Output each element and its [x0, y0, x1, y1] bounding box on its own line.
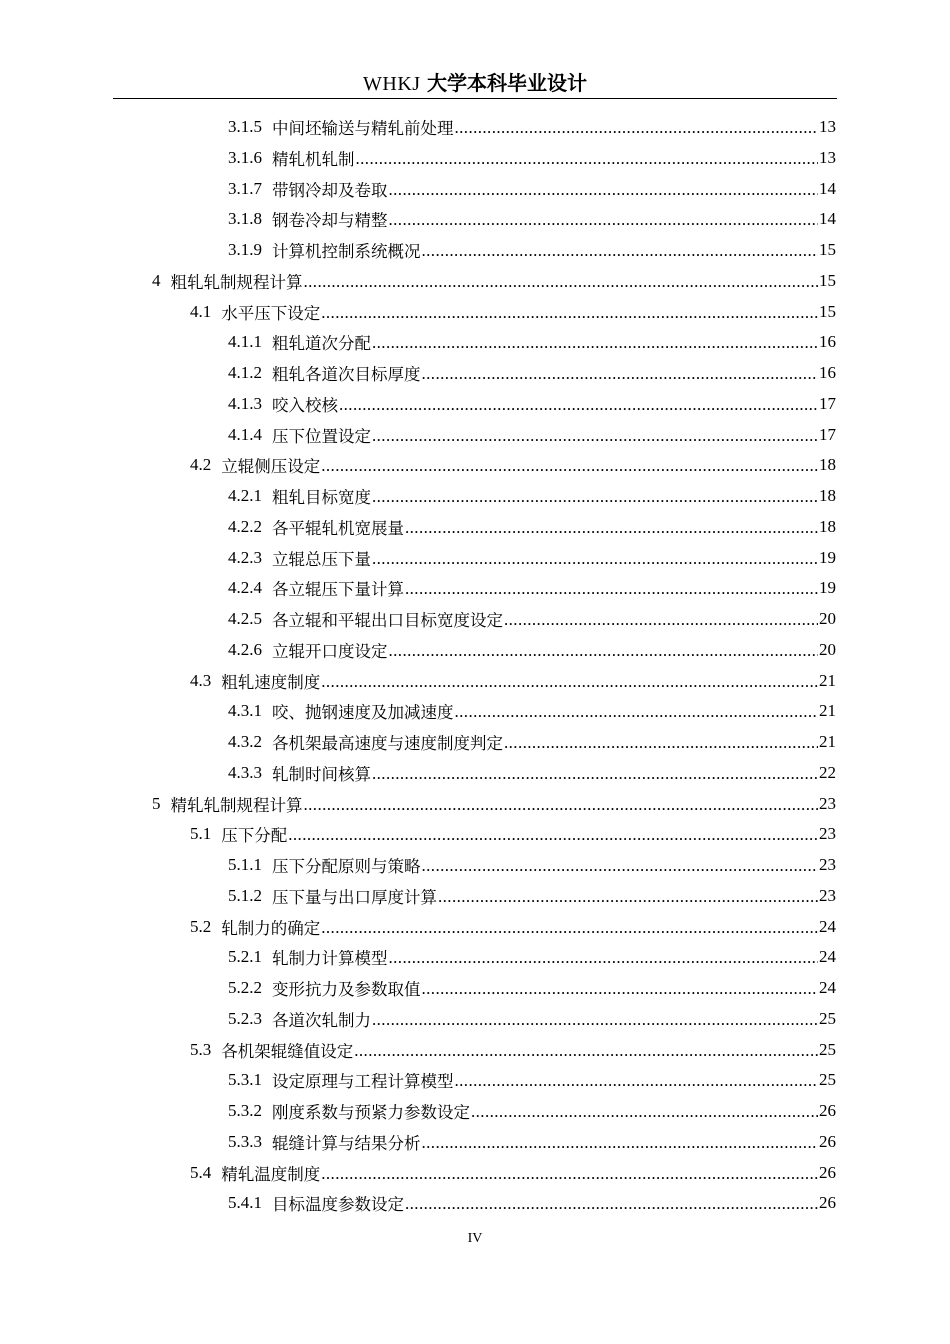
toc-dot-leader [321, 673, 818, 693]
toc-entry-page: 18 [819, 486, 836, 505]
toc-entry[interactable] [228, 423, 836, 447]
toc-entry-number: 5.2 [190, 916, 212, 936]
toc-entry-page: 26 [819, 1162, 836, 1182]
toc-dot-leader [405, 1195, 818, 1215]
toc-entry-title: 粗轧各道次目标厚度 [272, 365, 421, 384]
toc-dot-leader [304, 796, 819, 816]
toc-entry-title: 精轧轧制规程计算 [170, 795, 303, 815]
toc-entry-number: 4.2.1 [228, 486, 262, 505]
toc-entry-number: 5.3.1 [228, 1070, 262, 1090]
toc-entry-page: 19 [819, 547, 836, 567]
toc-entry-page: 16 [819, 363, 836, 382]
toc-entry-number: 5 [152, 793, 161, 813]
toc-entry-title: 水平压下设定 [221, 303, 321, 323]
toc-entry-number: 4.2.3 [228, 547, 262, 567]
toc-entry-page: 13 [819, 117, 836, 136]
toc-entry[interactable] [228, 207, 836, 231]
toc-dot-leader [504, 611, 818, 631]
toc-entry-title: 目标温度参数设定 [272, 1195, 404, 1215]
toc-entry-page: 23 [819, 885, 836, 905]
toc-entry-title: 粗轧速度制度 [221, 672, 321, 692]
toc-entry[interactable] [228, 177, 836, 201]
toc-entry-title: 压下分配 [221, 826, 288, 846]
toc-entry-page: 25 [819, 1039, 836, 1059]
toc-dot-leader [288, 826, 818, 846]
toc-entry-page: 14 [819, 178, 836, 198]
toc-entry[interactable] [228, 730, 836, 754]
toc-dot-leader [422, 980, 819, 1000]
toc-dot-leader [455, 703, 819, 723]
toc-dot-leader [422, 365, 819, 385]
toc-dot-leader [321, 919, 818, 939]
toc-entry-number: 5.3.3 [228, 1131, 262, 1151]
toc-dot-leader [372, 1011, 818, 1031]
toc-dot-leader [389, 211, 819, 231]
header-document-type: 大学本科毕业设计 [426, 71, 587, 95]
toc-dot-leader [389, 949, 819, 969]
toc-entry-title: 各机架辊缝值设定 [221, 1041, 354, 1061]
toc-dot-leader [389, 181, 819, 201]
toc-entry-number: 5.1 [190, 824, 212, 844]
toc-entry-page: 20 [819, 609, 836, 628]
toc-entry-page: 25 [819, 1008, 836, 1028]
toc-dot-leader [321, 1165, 818, 1185]
toc-entry-page: 26 [819, 1101, 836, 1120]
toc-entry-number: 5.2.2 [228, 978, 262, 997]
toc-dot-leader [471, 1103, 818, 1123]
toc-entry[interactable] [228, 607, 836, 631]
toc-entry-title: 刚度系数与预紧力参数设定 [272, 1103, 470, 1122]
toc-entry-title: 压下位置设定 [272, 426, 371, 446]
toc-entry-page: 24 [819, 978, 836, 997]
toc-entry[interactable] [228, 976, 836, 1000]
toc-entry-number: 5.1.2 [228, 885, 262, 905]
toc-entry[interactable] [228, 515, 836, 539]
toc-dot-leader [354, 1042, 818, 1062]
toc-entry-number: 4.3.2 [228, 732, 262, 751]
toc-entry-page: 15 [819, 301, 836, 321]
toc-dot-leader [372, 488, 818, 508]
toc-entry[interactable] [228, 1130, 836, 1154]
toc-dot-leader [422, 857, 819, 877]
toc-entry-page: 16 [819, 332, 836, 352]
toc-entry[interactable] [228, 853, 836, 877]
toc-dot-leader [372, 550, 818, 570]
toc-entry-page: 26 [819, 1131, 836, 1151]
toc-entry-number: 3.1.6 [228, 147, 262, 167]
toc-entry-title: 中间坯输送与精轧前处理 [272, 119, 454, 138]
toc-entry[interactable] [228, 484, 836, 508]
toc-entry-page: 23 [819, 824, 836, 844]
toc-entry-title: 设定原理与工程计算模型 [272, 1072, 454, 1092]
toc-entry[interactable] [228, 238, 836, 262]
toc-entry-page: 25 [819, 1070, 836, 1090]
toc-entry[interactable] [228, 576, 836, 600]
toc-entry-page: 13 [819, 147, 836, 167]
toc-entry[interactable] [190, 453, 836, 477]
toc-entry-title: 计算机控制系统概况 [272, 242, 421, 261]
toc-entry[interactable] [228, 546, 836, 570]
toc-entry-number: 5.3.2 [228, 1101, 262, 1120]
toc-dot-leader [356, 150, 819, 170]
toc-entry-number: 3.1.7 [228, 178, 262, 198]
toc-entry-number: 3.1.5 [228, 117, 262, 136]
toc-entry-page: 17 [819, 424, 836, 444]
toc-entry-page: 15 [819, 240, 836, 259]
toc-entry-title: 立辊侧压设定 [221, 457, 321, 477]
toc-dot-leader [389, 642, 819, 662]
toc-entry[interactable] [228, 945, 836, 969]
toc-entry-title: 辊缝计算与结果分析 [272, 1133, 421, 1153]
toc-entry-page: 26 [819, 1193, 836, 1213]
toc-dot-leader [321, 457, 818, 477]
toc-entry[interactable] [228, 1007, 836, 1031]
toc-entry-number: 4.3.1 [228, 701, 262, 721]
toc-entry-page: 14 [819, 209, 836, 229]
toc-entry[interactable] [228, 638, 836, 662]
toc-dot-leader [455, 119, 819, 139]
toc-dot-leader [372, 334, 818, 354]
toc-entry-title: 各立辊压下量计算 [272, 580, 404, 600]
toc-entry-number: 4.3 [190, 670, 212, 690]
toc-entry-number: 4.2.4 [228, 578, 262, 598]
toc-entry-title: 轧制时间核算 [272, 764, 371, 784]
toc-entry-title: 立辊总压下量 [272, 549, 371, 569]
toc-entry-title: 粗轧目标宽度 [272, 488, 371, 507]
toc-dot-leader [405, 519, 818, 539]
toc-dot-leader [504, 734, 818, 754]
toc-entry-title: 各立辊和平辊出口目标宽度设定 [272, 611, 503, 630]
toc-dot-leader [304, 273, 819, 293]
toc-entry-title: 压下量与出口厚度计算 [272, 887, 437, 907]
toc-entry-title: 各道次轧制力 [272, 1010, 371, 1030]
toc-entry-number: 5.2.3 [228, 1008, 262, 1028]
toc-entry[interactable] [228, 1099, 836, 1123]
toc-entry-page: 24 [819, 947, 836, 967]
toc-entry[interactable] [228, 884, 836, 908]
toc-dot-leader [321, 304, 818, 324]
toc-entry-number: 5.1.1 [228, 855, 262, 874]
toc-dot-leader [422, 242, 819, 262]
toc-entry[interactable] [190, 822, 836, 846]
toc-entry[interactable] [228, 115, 836, 139]
toc-entry-page: 18 [819, 516, 836, 536]
toc-entry-title: 钢卷冷却与精整 [272, 211, 388, 231]
toc-dot-leader [405, 580, 818, 600]
toc-entry-title: 精轧机轧制 [272, 149, 355, 169]
toc-entry-page: 22 [819, 762, 836, 782]
toc-entry[interactable] [190, 1161, 836, 1185]
toc-entry-number: 4.2 [190, 455, 212, 475]
toc-entry-number: 5.4.1 [228, 1193, 262, 1213]
toc-entry-page: 15 [819, 270, 836, 290]
toc-entry-page: 24 [819, 916, 836, 936]
toc-dot-leader [372, 765, 818, 785]
toc-entry-title: 粗轧轧制规程计算 [170, 272, 303, 292]
toc-entry[interactable] [228, 361, 836, 385]
page-header [113, 68, 837, 99]
toc-entry-number: 5.3 [190, 1039, 212, 1059]
toc-entry-title: 轧制力计算模型 [272, 949, 388, 969]
toc-entry[interactable] [228, 146, 836, 170]
toc-entry[interactable] [152, 269, 836, 293]
toc-entry-title: 各平辊轧机宽展量 [272, 518, 404, 538]
toc-entry-title: 咬、抛钢速度及加减速度 [272, 703, 454, 723]
toc-entry-number: 3.1.8 [228, 209, 262, 229]
toc-entry-page: 21 [819, 670, 836, 690]
toc-entry[interactable] [228, 699, 836, 723]
toc-entry-title: 精轧温度制度 [221, 1164, 321, 1184]
toc-entry[interactable] [228, 392, 836, 416]
toc-entry[interactable] [190, 669, 836, 693]
toc-entry-title: 带钢冷却及卷取 [272, 180, 388, 200]
toc-entry-title: 粗轧道次分配 [272, 334, 371, 354]
toc-entry-number: 5.2.1 [228, 947, 262, 967]
toc-dot-leader [372, 427, 818, 447]
toc-entry[interactable] [152, 792, 836, 816]
toc-entry[interactable] [228, 330, 836, 354]
toc-dot-leader [438, 888, 818, 908]
toc-entry-number: 4.1 [190, 301, 212, 321]
toc-dot-leader [339, 396, 818, 416]
header-institution-code: WHKJ [363, 73, 421, 95]
toc-entry[interactable] [190, 915, 836, 939]
toc-entry-title: 变形抗力及参数取值 [272, 980, 421, 999]
toc-entry-title: 立辊开口度设定 [272, 641, 388, 661]
toc-entry[interactable] [228, 1191, 836, 1215]
toc-entry-page: 19 [819, 578, 836, 598]
toc-entry-number: 3.1.9 [228, 240, 262, 259]
toc-entry-page: 23 [819, 793, 836, 813]
page-number: IV [467, 1231, 483, 1246]
toc-entry-number: 4.1.1 [228, 332, 262, 352]
toc-entry[interactable] [190, 1038, 836, 1062]
toc-entry-page: 18 [819, 455, 836, 475]
toc-entry-title: 各机架最高速度与速度制度判定 [272, 734, 503, 753]
toc-entry-page: 17 [819, 393, 836, 413]
toc-entry-number: 4.1.4 [228, 424, 262, 444]
toc-entry-page: 23 [819, 855, 836, 874]
toc-dot-leader [422, 1134, 819, 1154]
toc-entry-title: 咬入校核 [272, 395, 338, 415]
toc-entry-number: 4.1.2 [228, 363, 262, 382]
toc-entry-number: 4.2.6 [228, 639, 262, 659]
toc-entry[interactable] [190, 300, 836, 324]
toc-entry[interactable] [228, 1068, 836, 1092]
toc-entry-page: 21 [819, 701, 836, 721]
toc-entry-number: 4.2.5 [228, 609, 262, 628]
toc-entry-number: 4 [152, 270, 161, 290]
toc-entry-title: 压下分配原则与策略 [272, 857, 421, 876]
toc-entry-number: 5.4 [190, 1162, 212, 1182]
toc-entry[interactable] [228, 761, 836, 785]
toc-entry-page: 20 [819, 639, 836, 659]
toc-entry-number: 4.2.2 [228, 516, 262, 536]
toc-entry-page: 21 [819, 732, 836, 751]
toc-entry-number: 4.3.3 [228, 762, 262, 782]
toc-entry-number: 4.1.3 [228, 393, 262, 413]
toc-dot-leader [455, 1072, 819, 1092]
toc-entry-title: 轧制力的确定 [221, 918, 321, 938]
